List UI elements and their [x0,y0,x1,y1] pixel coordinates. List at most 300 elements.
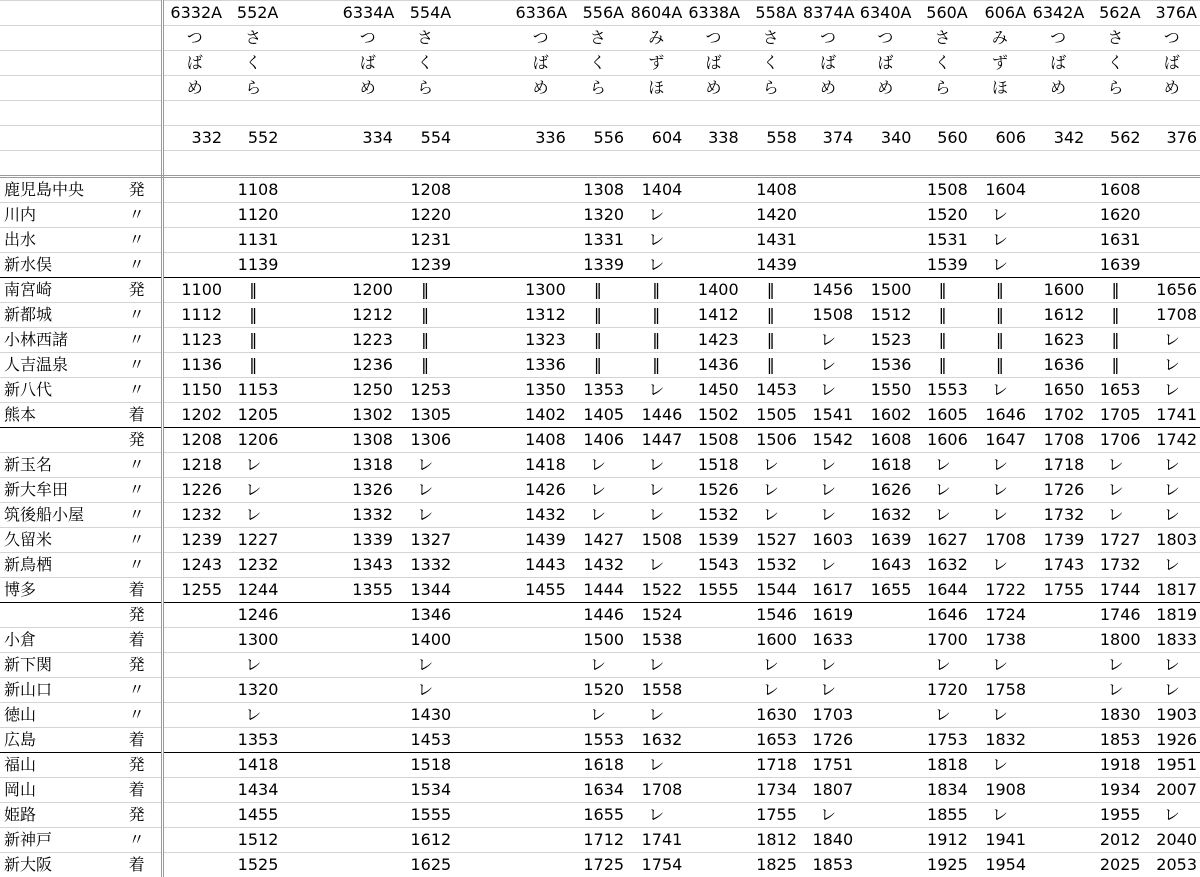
time-cell: レ [569,478,627,503]
blank-header-cell [971,151,1029,177]
time-cell: 1903 [1144,703,1200,728]
blank-header-cell [1144,151,1200,177]
time-cell: 1512 [856,303,914,328]
time-cell: 1236 [340,353,396,378]
train-id-cell: 556A [569,1,627,26]
time-cell: レ [627,253,685,278]
time-cell: 1239 [163,528,225,553]
time-cell [454,778,512,803]
train-name-cell: つ [1144,26,1200,51]
train-name-cell: め [1029,76,1087,101]
time-cell: 1623 [1029,328,1087,353]
train-number-cell: 552 [225,126,281,151]
time-cell: レ [396,678,454,703]
mark-header-cell [125,1,163,26]
time-cell: 1744 [1087,578,1143,603]
time-cell: 1646 [971,403,1029,428]
time-cell: 1702 [1029,403,1087,428]
train-number-cell [281,126,339,151]
blank-header-cell [163,151,225,177]
time-cell [281,853,339,877]
time-cell: 1743 [1029,553,1087,578]
station-name: 新山口 [0,678,125,703]
time-cell: レ [627,553,685,578]
time-cell: 1800 [1087,628,1143,653]
time-cell: 1512 [225,828,281,853]
time-cell: 1726 [1029,478,1087,503]
time-cell: レ [627,478,685,503]
time-cell: ‖ [569,303,627,328]
time-cell [856,678,914,703]
time-cell: レ [1144,553,1200,578]
time-cell: 1232 [163,503,225,528]
time-cell [340,803,396,828]
time-cell: 1606 [914,428,970,453]
train-name-cell [454,51,512,76]
time-cell: 1412 [685,303,741,328]
time-cell: レ [627,203,685,228]
time-cell [856,228,914,253]
time-cell: レ [971,803,1029,828]
time-cell: 1758 [971,678,1029,703]
time-cell: 1306 [396,428,454,453]
time-cell [281,403,339,428]
time-cell: 2012 [1087,828,1143,853]
time-cell: レ [627,453,685,478]
arrival-departure-mark: 着 [125,853,163,877]
time-cell [856,203,914,228]
train-id-cell: 560A [914,1,970,26]
time-cell: 1532 [685,503,741,528]
time-cell: 1523 [856,328,914,353]
table-row [0,503,1200,528]
time-cell: 1732 [1087,553,1143,578]
time-cell: レ [1144,328,1200,353]
train-name-cell [281,51,339,76]
station-name: 新都城 [0,303,125,328]
train-id-cell: 606A [971,1,1029,26]
time-cell: 1817 [1144,578,1200,603]
time-cell: レ [627,378,685,403]
station-name: 博多 [0,578,125,603]
time-cell: 1741 [627,828,685,853]
time-cell [454,728,512,753]
time-cell: レ [627,653,685,678]
train-id-cell: 8604A [627,1,685,26]
time-cell: 1755 [742,803,800,828]
time-cell: 1518 [685,453,741,478]
time-cell [1029,228,1087,253]
time-cell [1029,177,1087,203]
time-cell [856,728,914,753]
time-cell: 1346 [396,603,454,628]
time-cell [454,753,512,778]
time-cell: レ [569,453,627,478]
time-cell: 1453 [742,378,800,403]
header-row [0,126,1200,151]
table-row [0,803,1200,828]
time-cell [513,653,569,678]
blank-header-cell [1087,151,1143,177]
time-cell [163,228,225,253]
time-cell: 1231 [396,228,454,253]
time-cell [454,853,512,877]
station-name: 福山 [0,753,125,778]
table-row [0,353,1200,378]
time-cell: 1653 [1087,378,1143,403]
train-name-cell: さ [914,26,970,51]
time-cell [856,177,914,203]
time-cell: 1506 [742,428,800,453]
time-cell [513,603,569,628]
time-cell: 1656 [1144,278,1200,303]
time-cell: ‖ [225,278,281,303]
time-cell: レ [800,353,856,378]
time-cell: 1100 [163,278,225,303]
time-cell: 1647 [971,428,1029,453]
time-cell: 1447 [627,428,685,453]
train-number-cell: 606 [971,126,1029,151]
time-cell: 1524 [627,603,685,628]
train-id-cell: 558A [742,1,800,26]
table-row [0,603,1200,628]
train-number-cell: 558 [742,126,800,151]
train-name-cell: ら [1087,76,1143,101]
train-name-cell: く [225,51,281,76]
station-name [0,428,125,453]
time-cell: レ [971,478,1029,503]
time-cell [856,703,914,728]
table-row [0,453,1200,478]
table-row [0,728,1200,753]
table-row [0,203,1200,228]
station-name: 鹿児島中央 [0,177,125,203]
blank-header-cell [225,101,281,126]
header-row [0,101,1200,126]
train-id-cell: 552A [225,1,281,26]
time-cell: 1620 [1087,203,1143,228]
time-cell: 1726 [800,728,856,753]
time-cell [281,203,339,228]
train-name-cell: つ [340,26,396,51]
time-cell [1144,203,1200,228]
time-cell: 1500 [569,628,627,653]
time-cell [340,753,396,778]
time-cell [163,177,225,203]
time-cell [281,528,339,553]
time-cell [856,253,914,278]
time-cell: 1508 [800,303,856,328]
time-cell: 1727 [1087,528,1143,553]
time-cell: 1534 [396,778,454,803]
station-header-cell [0,126,125,151]
time-cell [281,253,339,278]
train-name-cell: ら [742,76,800,101]
time-cell [685,228,741,253]
time-cell: 1108 [225,177,281,203]
time-cell: 1708 [1029,428,1087,453]
station-name: 熊本 [0,403,125,428]
time-cell: 1617 [800,578,856,603]
time-cell [163,653,225,678]
time-cell: レ [971,453,1029,478]
time-cell: ‖ [971,278,1029,303]
train-name-cell: め [163,76,225,101]
time-cell: 1602 [856,403,914,428]
train-number-cell: 376 [1144,126,1200,151]
time-cell [454,253,512,278]
station-name: 南宮崎 [0,278,125,303]
time-cell: 1508 [627,528,685,553]
time-cell: 1112 [163,303,225,328]
time-cell: ‖ [225,303,281,328]
station-name: 姫路 [0,803,125,828]
time-cell: ‖ [1087,328,1143,353]
time-cell: レ [1087,653,1143,678]
time-cell: レ [742,503,800,528]
time-cell: 1508 [685,428,741,453]
train-name-cell: さ [396,26,454,51]
time-cell [454,828,512,853]
time-cell: 1612 [396,828,454,853]
station-name: 新鳥栖 [0,553,125,578]
blank-header-cell [513,151,569,177]
time-cell: レ [1144,378,1200,403]
time-cell: 1600 [742,628,800,653]
time-cell: 1544 [742,578,800,603]
time-cell [454,328,512,353]
time-cell [340,728,396,753]
time-cell [281,678,339,703]
time-cell: 1643 [856,553,914,578]
blank-header-cell [685,151,741,177]
time-cell: 1426 [513,478,569,503]
arrival-departure-mark: 発 [125,278,163,303]
time-cell [454,603,512,628]
time-cell: レ [800,553,856,578]
time-cell: ‖ [627,278,685,303]
time-cell: ‖ [569,353,627,378]
time-cell [163,703,225,728]
time-cell: レ [1087,503,1143,528]
train-name-cell: ば [1144,51,1200,76]
time-cell: レ [742,678,800,703]
time-cell: 1443 [513,553,569,578]
time-cell: 1632 [627,728,685,753]
time-cell: 1300 [513,278,569,303]
time-cell: 1553 [569,728,627,753]
time-cell [1029,778,1087,803]
time-cell: 1444 [569,578,627,603]
time-cell [281,578,339,603]
time-cell: 1522 [627,578,685,603]
time-cell: 1408 [513,428,569,453]
time-cell [281,228,339,253]
station-header-cell [0,1,125,26]
table-row [0,403,1200,428]
time-cell: 1853 [1087,728,1143,753]
time-cell: 1427 [569,528,627,553]
time-cell: 1526 [685,478,741,503]
time-cell: 1612 [1029,303,1087,328]
time-cell: 1625 [396,853,454,877]
time-cell [513,253,569,278]
arrival-departure-mark: 着 [125,778,163,803]
time-cell [1029,828,1087,853]
time-cell [1144,253,1200,278]
arrival-departure-mark: 発 [125,177,163,203]
train-name-cell: つ [856,26,914,51]
time-cell: 1255 [163,578,225,603]
table-row [0,753,1200,778]
time-cell: 1531 [914,228,970,253]
time-cell: レ [800,653,856,678]
blank-header-cell [1029,101,1087,126]
time-cell: 1239 [396,253,454,278]
time-cell: 1205 [225,403,281,428]
blank-header-cell [396,101,454,126]
time-cell: レ [396,503,454,528]
time-cell: 1646 [914,603,970,628]
time-cell [281,303,339,328]
blank-header-cell [454,101,512,126]
time-cell [856,603,914,628]
time-cell [340,228,396,253]
train-name-cell: ら [569,76,627,101]
train-name-cell [281,76,339,101]
time-cell [1029,253,1087,278]
train-name-cell: め [685,76,741,101]
time-cell: ‖ [1087,303,1143,328]
train-name-cell: ば [685,51,741,76]
time-cell: 1150 [163,378,225,403]
time-cell [454,503,512,528]
time-cell [454,703,512,728]
time-cell: レ [971,753,1029,778]
time-cell: 1708 [627,778,685,803]
time-cell [513,678,569,703]
time-cell: 1703 [800,703,856,728]
time-cell: 1655 [569,803,627,828]
time-cell: レ [1144,478,1200,503]
time-cell: 1350 [513,378,569,403]
arrival-departure-mark: 〃 [125,503,163,528]
time-cell: レ [971,203,1029,228]
time-cell: ‖ [569,328,627,353]
time-cell [454,428,512,453]
time-cell: 1705 [1087,403,1143,428]
blank-header-cell [225,151,281,177]
blank-header-cell [627,101,685,126]
time-cell: レ [800,478,856,503]
train-id-cell [454,1,512,26]
blank-header-cell [800,151,856,177]
time-cell: 1742 [1144,428,1200,453]
time-cell: レ [971,653,1029,678]
station-name: 新下関 [0,653,125,678]
time-cell [513,628,569,653]
time-cell: 1312 [513,303,569,328]
time-cell: 2053 [1144,853,1200,877]
time-cell: 1603 [800,528,856,553]
time-cell: 1653 [742,728,800,753]
time-cell: 1633 [800,628,856,653]
time-cell: 1650 [1029,378,1087,403]
time-cell: 1253 [396,378,454,403]
train-id-cell: 6342A [1029,1,1087,26]
time-cell [281,728,339,753]
time-cell [1029,628,1087,653]
time-cell [340,828,396,853]
time-cell: 1619 [800,603,856,628]
time-cell: 1639 [1087,253,1143,278]
time-cell [513,828,569,853]
station-name: 川内 [0,203,125,228]
header-row [0,26,1200,51]
train-name-cell: ば [856,51,914,76]
time-cell: 1331 [569,228,627,253]
time-cell: レ [396,453,454,478]
time-cell [513,228,569,253]
time-cell: 1830 [1087,703,1143,728]
time-cell [800,177,856,203]
time-cell: レ [627,753,685,778]
station-header-cell [0,26,125,51]
time-cell [281,503,339,528]
time-cell [685,177,741,203]
arrival-departure-mark: 〃 [125,253,163,278]
arrival-departure-mark: 着 [125,578,163,603]
time-cell: 1912 [914,828,970,853]
train-name-cell: み [627,26,685,51]
time-cell: レ [569,703,627,728]
time-cell: レ [800,328,856,353]
train-name-cell: ら [396,76,454,101]
time-cell: 1741 [1144,403,1200,428]
time-cell: 1926 [1144,728,1200,753]
time-cell [1029,653,1087,678]
time-cell: 1439 [513,528,569,553]
arrival-departure-mark: 〃 [125,528,163,553]
time-cell: レ [225,503,281,528]
time-cell: 1326 [340,478,396,503]
blank-header-cell [569,101,627,126]
time-cell [513,728,569,753]
time-cell [856,628,914,653]
time-cell: 1626 [856,478,914,503]
time-cell [800,228,856,253]
time-cell [685,628,741,653]
time-cell: ‖ [971,353,1029,378]
train-id-cell: 6332A [163,1,225,26]
time-cell: レ [1087,453,1143,478]
arrival-departure-mark: 発 [125,803,163,828]
time-cell: 1202 [163,403,225,428]
time-cell: 1725 [569,853,627,877]
blank-header-cell [742,151,800,177]
time-cell: 1918 [1087,753,1143,778]
time-cell: レ [742,453,800,478]
time-cell: 1243 [163,553,225,578]
time-cell [685,828,741,853]
time-cell: 1734 [742,778,800,803]
time-cell: 1455 [513,578,569,603]
time-cell: 1320 [225,678,281,703]
table-row [0,303,1200,328]
time-cell: 1520 [569,678,627,703]
arrival-departure-mark: 着 [125,628,163,653]
time-cell: レ [627,503,685,528]
